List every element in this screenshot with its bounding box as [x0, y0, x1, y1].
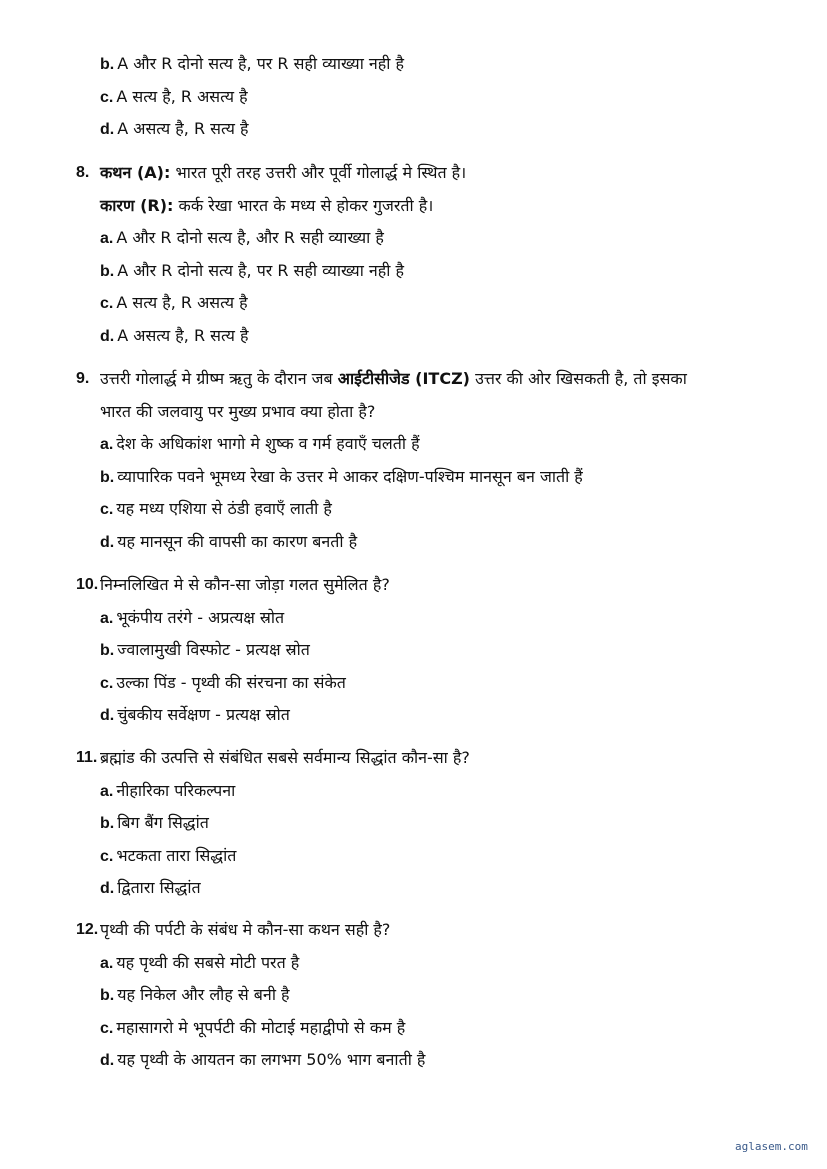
- option-text: A और R दोनो सत्य है, पर R सही व्याख्या नही है: [117, 260, 405, 280]
- option-text: बिग बैंग सिद्धांत: [117, 813, 209, 832]
- question-text: ब्रह्मांड की उत्पत्ति से संबंधित सबसे सर्वमान्य सिद्धांत कौन-सा है?: [100, 748, 470, 767]
- option-text: यह मध्य एशिया से ठंडी हवाएँ लाती है: [116, 499, 332, 518]
- option-text: यह मानसून की वापसी का कारण बनती है: [117, 531, 358, 551]
- question-text-pre: उत्तरी गोलार्द्ध मे ग्रीष्म ऋतु के दौरान जब: [100, 369, 338, 388]
- question-7-continued: [76, 48, 796, 146]
- option-c: [76, 287, 796, 320]
- option-text: उल्का पिंड - पृथ्वी की संरचना का संकेत: [116, 672, 346, 692]
- option-b: [76, 634, 796, 667]
- option-letter: d.: [100, 327, 115, 345]
- option-text: A और R दोनो सत्य है, पर R सही व्याख्या नही है: [117, 54, 405, 73]
- option-d: [76, 1044, 796, 1077]
- option-letter: b.: [100, 468, 115, 486]
- question-text-line: [76, 569, 796, 602]
- option-text: यह निकेल और लौह से बनी है: [117, 985, 290, 1004]
- assertion-text: भारत पूरी तरह उत्तरी और पूर्वी गोलार्द्ध मे स्थित है।: [170, 163, 467, 182]
- option-letter: a.: [100, 954, 114, 972]
- option-letter: a.: [100, 230, 114, 247]
- option-a: [76, 775, 796, 808]
- option-c: [76, 1012, 796, 1045]
- question-text-bold: आईटीसीजेड (ITCZ): [337, 369, 470, 388]
- option-b: [76, 807, 796, 840]
- option-b: [76, 255, 796, 288]
- option-d: [76, 113, 796, 146]
- option-a: [76, 947, 796, 980]
- reason-text: कर्क रेखा भारत के मध्य से होकर गुजरती है।: [173, 195, 434, 215]
- question-9: [76, 363, 796, 558]
- question-text: पृथ्वी की पर्पटी के संबंध मे कौन-सा कथन सही है?: [100, 920, 391, 939]
- option-text: A सत्य है, R असत्य है: [116, 293, 248, 312]
- option-letter: d.: [100, 1052, 115, 1069]
- option-letter: b.: [100, 987, 115, 1004]
- option-text: यह पृथ्वी की सबसे मोटी परत है: [116, 952, 300, 972]
- option-letter: b.: [100, 642, 115, 659]
- option-text: यह पृथ्वी के आयतन का लगभग 50% भाग बनाती है: [117, 1050, 426, 1069]
- option-text: देश के अधिकांश भागो मे शुष्क व गर्म हवाएँ चलती हैं: [116, 434, 420, 453]
- option-b: [76, 461, 796, 494]
- option-letter: d.: [100, 121, 115, 138]
- option-text: A सत्य है, R असत्य है: [116, 86, 248, 106]
- option-letter: a.: [100, 436, 114, 453]
- option-letter: b.: [100, 56, 115, 73]
- option-letter: c.: [100, 674, 114, 692]
- assertion-label: कथन (A):: [100, 163, 171, 182]
- option-letter: d.: [100, 880, 115, 897]
- option-c: [76, 493, 796, 526]
- question-9-text: [76, 363, 796, 396]
- option-letter: a.: [100, 782, 114, 800]
- option-text: A असत्य है, R सत्य है: [117, 325, 249, 345]
- question-number: 9.: [76, 370, 90, 387]
- question-text-line: [76, 914, 796, 947]
- option-letter: d.: [100, 533, 115, 551]
- option-b: [76, 979, 796, 1012]
- question-10: [76, 569, 796, 732]
- watermark: aglasem.com: [735, 1140, 808, 1153]
- option-text: भटकता तारा सिद्धांत: [116, 845, 237, 865]
- question-number: 11.: [76, 749, 98, 766]
- option-text: भूकंपीय तरंगे - अप्रत्यक्ष स्रोत: [116, 607, 285, 627]
- question-8-reason: [76, 190, 796, 223]
- option-text: व्यापारिक पवने भूमध्य रेखा के उत्तर मे आकर दक्षिण-पश्चिम मानसून बन जाती हैं: [117, 466, 583, 486]
- option-d: [76, 699, 796, 732]
- question-text-line2: भारत की जलवायु पर मुख्य प्रभाव क्या होता है?: [100, 401, 376, 421]
- reason-label: कारण (R):: [100, 195, 174, 215]
- question-8-assertion: [76, 157, 796, 190]
- option-text: महासागरो मे भूपर्पटी की मोटाई महाद्वीपो से कम है: [116, 1017, 406, 1037]
- option-a: [76, 428, 796, 461]
- option-b: [76, 48, 796, 81]
- question-number: 12.: [76, 921, 99, 938]
- question-text-line: [76, 742, 796, 775]
- option-a: [76, 222, 796, 255]
- question-11: [76, 742, 796, 905]
- question-8: [76, 157, 796, 352]
- option-text: चुंबकीय सर्वेक्षण - प्रत्यक्ष स्रोत: [117, 705, 290, 724]
- option-letter: a.: [100, 609, 114, 627]
- option-text: नीहारिका परिकल्पना: [116, 780, 236, 800]
- option-d: [76, 320, 796, 353]
- option-letter: b.: [100, 815, 115, 832]
- option-c: [76, 667, 796, 700]
- option-d: [76, 872, 796, 905]
- question-number: 8.: [76, 164, 90, 181]
- option-letter: c.: [100, 295, 114, 312]
- option-letter: c.: [100, 88, 114, 106]
- question-12: [76, 914, 796, 1077]
- option-text: ज्वालामुखी विस्फोट - प्रत्यक्ष स्रोत: [117, 640, 310, 659]
- option-a: [76, 602, 796, 635]
- question-text-post: उत्तर की ओर खिसकती है, तो इसका: [469, 369, 687, 388]
- option-letter: c.: [100, 847, 114, 865]
- option-text: A असत्य है, R सत्य है: [117, 119, 249, 138]
- option-c: [76, 840, 796, 873]
- option-c: [76, 81, 796, 114]
- question-text: निम्नलिखित मे से कौन-सा जोड़ा गलत सुमेलित है?: [100, 575, 390, 594]
- option-d: [76, 526, 796, 559]
- option-letter: d.: [100, 707, 115, 724]
- question-number: 10.: [76, 576, 99, 593]
- option-letter: c.: [100, 1019, 114, 1037]
- option-letter: b.: [100, 262, 115, 280]
- option-text: द्वितारा सिद्धांत: [117, 878, 201, 897]
- option-text: A और R दोनो सत्य है, और R सही व्याख्या है: [116, 228, 384, 247]
- option-letter: c.: [100, 501, 114, 518]
